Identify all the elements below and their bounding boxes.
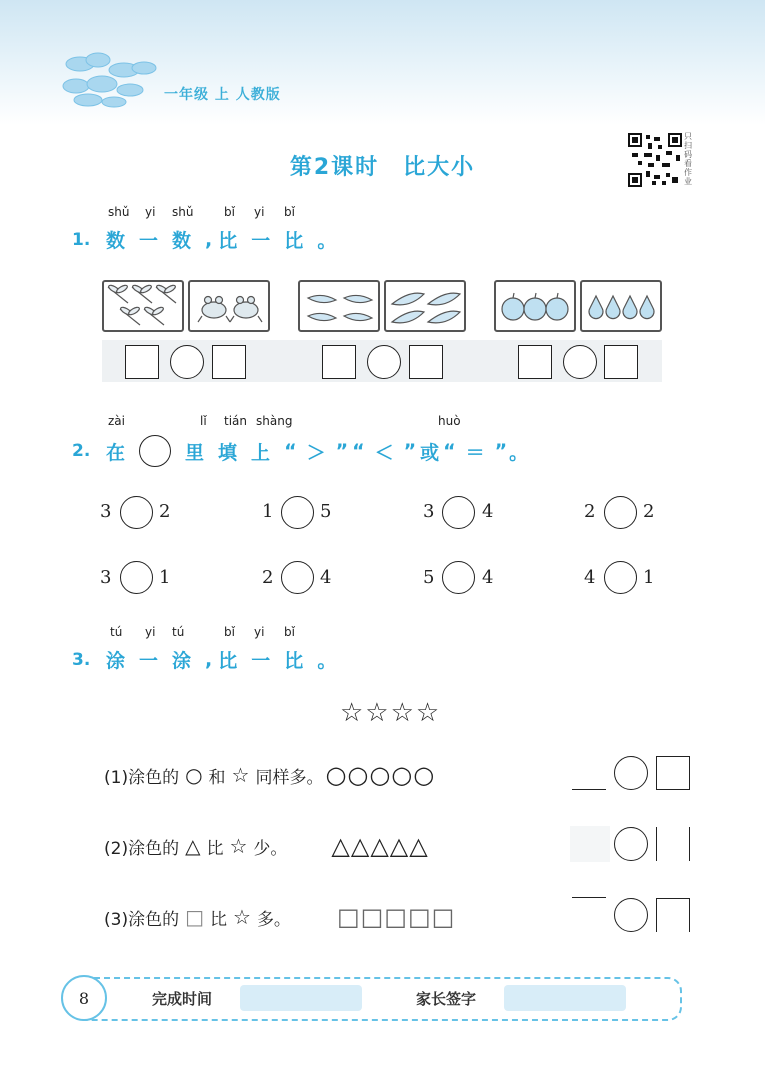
answer-circle[interactable]: [563, 345, 597, 379]
pear-picture-box: [580, 280, 662, 332]
q-char: “: [284, 440, 297, 462]
radish-icon: [386, 282, 464, 330]
question-number: 2.: [72, 441, 91, 461]
q-char: 比: [284, 230, 304, 252]
q-char: 一: [251, 230, 271, 252]
square-icon: □: [185, 905, 204, 929]
circle-icon: ○: [185, 763, 203, 787]
q-char: ”: [403, 440, 417, 462]
compare-number: 1: [262, 501, 274, 522]
compare-number: 2: [159, 501, 171, 522]
q-char: ”: [335, 440, 349, 462]
pinyin: tián: [224, 414, 247, 428]
answer-square[interactable]: [212, 345, 246, 379]
frog-icon: [190, 282, 268, 330]
pinyin: yi: [254, 205, 265, 219]
answer-square[interactable]: [604, 345, 638, 379]
compare-number: 3: [423, 501, 435, 522]
answer-blank[interactable]: [570, 826, 610, 862]
compare-circle[interactable]: [281, 561, 314, 594]
apple-icon: [496, 282, 574, 330]
compare-circle[interactable]: [442, 496, 475, 529]
q-char: ,: [205, 648, 213, 671]
answer-square[interactable]: [656, 756, 690, 790]
answer-circle[interactable]: [614, 756, 648, 790]
pinyin: lǐ: [200, 414, 207, 428]
compare-number: 2: [584, 501, 596, 522]
parent-signature-field[interactable]: [504, 985, 626, 1011]
completion-time-field[interactable]: [240, 985, 362, 1011]
qr-code-icon[interactable]: [628, 133, 682, 187]
q-char: 一: [139, 650, 159, 672]
dragonfly-icon: [104, 282, 182, 330]
compare-number: 2: [643, 501, 655, 522]
q3-item-2: [104, 832, 429, 860]
grade-label: 一年级 上 人教版: [164, 87, 281, 103]
q-char: ”: [494, 440, 508, 462]
compare-number: 3: [100, 501, 112, 522]
answer-blank[interactable]: [572, 897, 606, 898]
question-number: 3.: [72, 649, 91, 670]
answer-square[interactable]: [409, 345, 443, 379]
item-prefix: (2)涂色的: [104, 838, 180, 859]
q-char: 一: [139, 230, 159, 252]
item-prefix: (1)涂色的: [104, 767, 180, 788]
triangle-icon: △: [185, 834, 201, 858]
pinyin: huò: [438, 414, 461, 428]
compare-number: 1: [159, 567, 171, 588]
item-suffix: 少。: [253, 838, 288, 859]
answer-square[interactable]: [518, 345, 552, 379]
answer-square[interactable]: [656, 827, 690, 861]
compare-number: 4: [584, 567, 596, 588]
answer-blank[interactable]: [572, 789, 606, 790]
question-number: 1.: [72, 229, 91, 250]
item-middle: 比: [206, 838, 224, 859]
compare-number: 4: [320, 567, 332, 588]
completion-time-label: 完成时间: [152, 990, 213, 1008]
q-char: 数: [172, 230, 192, 252]
q-char: ＞: [306, 441, 326, 464]
circle-row[interactable]: ○○○○○: [325, 761, 436, 789]
pinyin: shàng: [256, 414, 293, 428]
q-char: “: [352, 440, 365, 462]
question-1-heading: [72, 226, 350, 253]
compare-number: 4: [482, 501, 494, 522]
item-middle: 和: [208, 767, 226, 788]
q-char: 或: [420, 441, 440, 464]
q-char: ,: [205, 228, 213, 251]
compare-number: 4: [482, 567, 494, 588]
item-suffix: 同样多。: [255, 767, 324, 788]
qr-caption: 只扫码看作业: [684, 132, 692, 186]
star-icon: ☆: [233, 905, 251, 929]
parent-signature-label: 家长签字: [416, 990, 477, 1008]
q-char: 在: [106, 441, 126, 464]
pear-icon: [582, 282, 660, 330]
q-char: 比: [284, 650, 304, 672]
item-middle: 比: [210, 909, 227, 930]
star-icon: ☆: [231, 763, 250, 787]
pinyin: bǐ: [224, 205, 235, 219]
q-char: 。: [317, 650, 337, 672]
star-icon: ☆: [229, 834, 248, 858]
compare-circle[interactable]: [120, 561, 153, 594]
pinyin: bǐ: [284, 625, 295, 639]
cloud-decoration-icon: [58, 48, 168, 110]
q3-item-3: [104, 903, 455, 931]
carrot-icon: [300, 282, 378, 330]
compare-number: 1: [643, 567, 655, 588]
pinyin: yi: [254, 625, 265, 639]
dragonfly-picture-box: [102, 280, 184, 332]
q-char: 涂: [172, 650, 192, 672]
q-char: ＜: [374, 441, 394, 464]
answer-circle[interactable]: [367, 345, 401, 379]
pinyin: shǔ: [108, 205, 130, 219]
answer-square[interactable]: [322, 345, 356, 379]
q-char: “: [443, 440, 456, 462]
compare-number: 5: [320, 501, 332, 522]
pinyin: yi: [145, 205, 156, 219]
q-char: 。: [509, 441, 529, 464]
answer-square[interactable]: [125, 345, 159, 379]
q-char: 上: [251, 441, 271, 464]
item-suffix: 多。: [256, 909, 291, 930]
compare-circle[interactable]: [120, 496, 153, 529]
q-char: 涂: [106, 650, 126, 672]
compare-circle[interactable]: [604, 561, 637, 594]
frog-picture-box: [188, 280, 270, 332]
q-char: 一: [251, 650, 271, 672]
q3-item-1: [104, 761, 435, 789]
compare-number: 5: [423, 567, 435, 588]
pinyin: yi: [145, 625, 156, 639]
q-char: 数: [106, 230, 126, 252]
square-row[interactable]: □□□□□: [336, 903, 456, 931]
star-row: ☆☆☆☆: [340, 698, 442, 728]
q-char: 。: [317, 230, 337, 252]
compare-number: 3: [100, 567, 112, 588]
q-char: ＝: [465, 441, 485, 464]
carrot-picture-box: [298, 280, 380, 332]
compare-circle[interactable]: [604, 496, 637, 529]
question-2-heading: [72, 435, 542, 467]
page-number: 8: [61, 975, 107, 1021]
q-char: 里: [185, 441, 205, 464]
question-3-heading: [72, 646, 350, 673]
pinyin: bǐ: [224, 625, 235, 639]
answer-circle[interactable]: [170, 345, 204, 379]
triangle-row[interactable]: △△△△△: [331, 832, 429, 860]
pinyin: tú: [110, 625, 123, 639]
pinyin: bǐ: [284, 205, 295, 219]
pinyin: tú: [172, 625, 185, 639]
compare-circle[interactable]: [442, 561, 475, 594]
lesson-title: 第2课时 比大小: [289, 155, 476, 180]
answer-square[interactable]: [656, 898, 690, 932]
q-char: 比: [218, 650, 238, 672]
q-char: 填: [218, 441, 238, 464]
radish-picture-box: [384, 280, 466, 332]
compare-circle[interactable]: [281, 496, 314, 529]
circle-icon: [139, 435, 171, 467]
q-char: 比: [218, 230, 238, 252]
item-prefix: (3)涂色的: [104, 909, 180, 930]
answer-circle[interactable]: [614, 898, 648, 932]
apple-picture-box: [494, 280, 576, 332]
answer-circle[interactable]: [614, 827, 648, 861]
pinyin: shǔ: [172, 205, 194, 219]
compare-number: 2: [262, 567, 274, 588]
pinyin: zài: [108, 414, 125, 428]
